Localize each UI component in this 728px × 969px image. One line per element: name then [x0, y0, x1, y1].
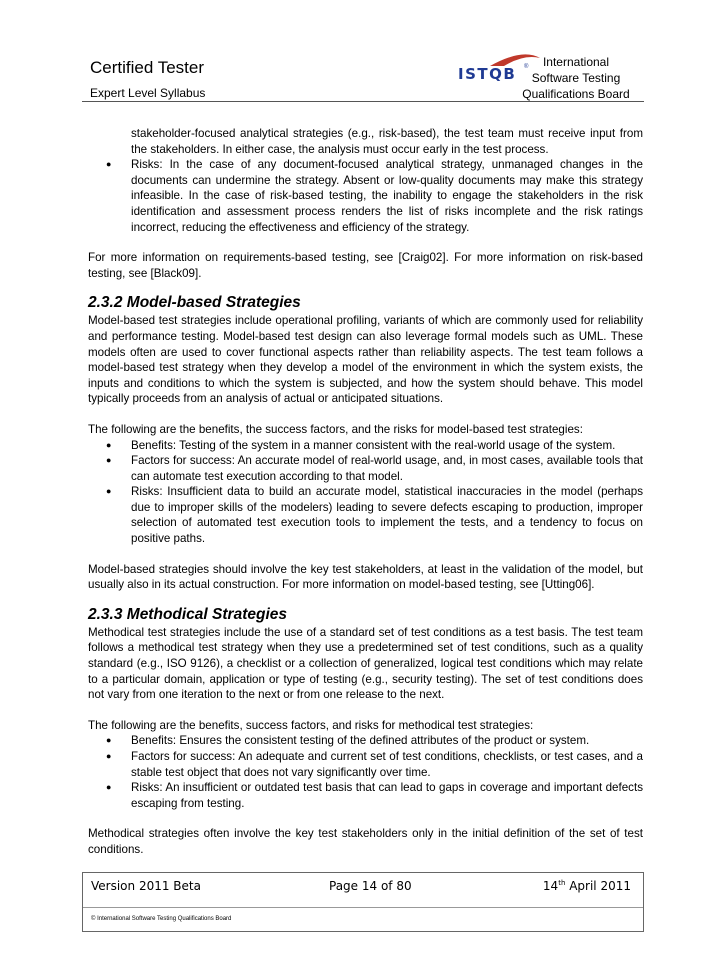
list-item	[88, 157, 643, 235]
list-item-text: Factors for success: An accurate model of real-world usage, and, in most cases, available tools that can automate test execution according to that model.	[131, 454, 643, 483]
list-item	[88, 438, 643, 454]
bullet-icon: ●	[106, 159, 112, 170]
org-line-1: International	[542, 55, 610, 69]
list-item	[88, 749, 643, 780]
section-heading-2-3-3: 2.3.3 Methodical Strategies	[88, 605, 287, 623]
footer-divider	[83, 907, 643, 908]
model-based-bullet-list	[88, 438, 643, 547]
logo-text: ISTQB	[458, 65, 517, 83]
list-intro: The following are the benefits, the success factors, and the risks for model-based test strategies:	[88, 422, 583, 436]
logo-trademark: ®	[524, 64, 529, 70]
header-organization	[516, 54, 636, 102]
list-item-text: Benefits: Testing of the system in a manner consistent with the real-world usage of the system.	[131, 438, 616, 452]
list-item-text: Factors for success: An adequate and current set of test conditions, checklists, or test cases, and a stable test object that does not vary significantly over time.	[131, 750, 643, 779]
header-title: Certified Tester	[90, 58, 205, 77]
closing-paragraph: Model-based strategies should involve the key test stakeholders, at least in the validation of the model, but usually also in its actual construction. For more information on model-based testing, see [Utting06].	[88, 562, 643, 592]
paragraph: Methodical test strategies include the use of a standard set of test conditions as a test basis. The test team follows a methodical test strategy when they use a predetermined set of test conditions, such as a quality standard (e.g., ISO 9126), a checklist or a collection of generalized, logical test conditions which may relate to a particular domain, application or type of testing (e.g., security testing). The set of test conditions does not vary from one iteration to the next or from one release to the next.	[88, 625, 643, 702]
page-footer	[82, 872, 644, 932]
more-info-paragraph: For more information on requirements-based testing, see [Craig02]. For more information on risk-based testing, see [Black09].	[88, 251, 643, 280]
footer-page-number: Page 14 of 80	[329, 879, 412, 893]
section-heading-2-3-2: 2.3.2 Model-based Strategies	[88, 294, 301, 312]
list-item-text: Risks: In the case of any document-focused analytical strategy, unmanaged changes in the documents can undermine the strategy. Absent or low-quality documents may make this strategy infeasible. In the case of risk-based testing, the inability to engage the stakeholders in the risk identification and assessment process renders the list of risks incomplete and the risk ratings incorrect, reducing the effectiveness and efficiency of the strategy.	[131, 158, 643, 234]
list-item	[88, 780, 643, 811]
header-subtitle: Expert Level Syllabus	[90, 86, 206, 100]
org-line-3: Qualifications Board	[522, 87, 630, 101]
intro-bullet-list	[88, 157, 643, 235]
list-item	[88, 484, 643, 546]
closing-paragraph: Methodical strategies often involve the key test stakeholders only in the initial definition of the set of test conditions.	[88, 827, 643, 856]
header-rule	[82, 101, 644, 102]
list-item-text: Benefits: Ensures the consistent testing of the defined attributes of the product or system.	[131, 734, 590, 748]
list-item-text: Risks: Insufficient data to build an accurate model, statistical inaccuracies in the model (perhaps due to improper skills of the modelers) leading to severe defects escaping to production, improper selection of automated test execution tools to implement the tests, and a tendency to focus on positive paths.	[131, 485, 643, 546]
footer-copyright: © International Software Testing Qualifications Board	[91, 916, 232, 922]
page-header	[82, 48, 644, 102]
bullet-icon: ●	[106, 782, 112, 793]
bullet-icon: ●	[106, 735, 112, 746]
methodical-bullet-list	[88, 733, 643, 811]
list-item	[88, 733, 643, 749]
list-intro: The following are the benefits, success factors, and risks for methodical test strategies:	[88, 718, 534, 732]
page-body	[88, 126, 643, 858]
bullet-icon: ●	[106, 751, 112, 761]
bullet-icon: ●	[106, 486, 112, 497]
bullet-icon: ●	[106, 455, 112, 466]
bullet-icon: ●	[106, 439, 112, 450]
date-day: 14	[542, 879, 559, 893]
list-item-text: Risks: An insufficient or outdated test basis that can lead to gaps in coverage and important defects escaping from testing.	[131, 781, 643, 810]
org-line-2: Software Testing	[531, 71, 621, 85]
list-item	[88, 453, 643, 484]
footer-version: Version 2011 Beta	[91, 879, 201, 893]
paragraph: Model-based test strategies include operational profiling, variants of which are commonly used for reliability and performance testing. Model-based test design can also leverage formal models such as UML. These models often are used to cover functional aspects rather than reliability aspects. The test team follows a model-based test strategy when they develop a model of the environment in which the system exists, the inputs and conditions to which the system is subjected, and how the system should behave. This model typically proceeds from an analysis of actual or anticipated situations.	[88, 314, 643, 406]
date-rest: April 2011	[565, 879, 631, 893]
footer-date	[543, 879, 631, 893]
continued-bullet-text: stakeholder-focused analytical strategies (e.g., risk-based), the test team must receive input from the stakeholders. In either case, the analysis must occur early in the test process.	[131, 127, 643, 156]
date-suffix: th	[558, 879, 566, 887]
